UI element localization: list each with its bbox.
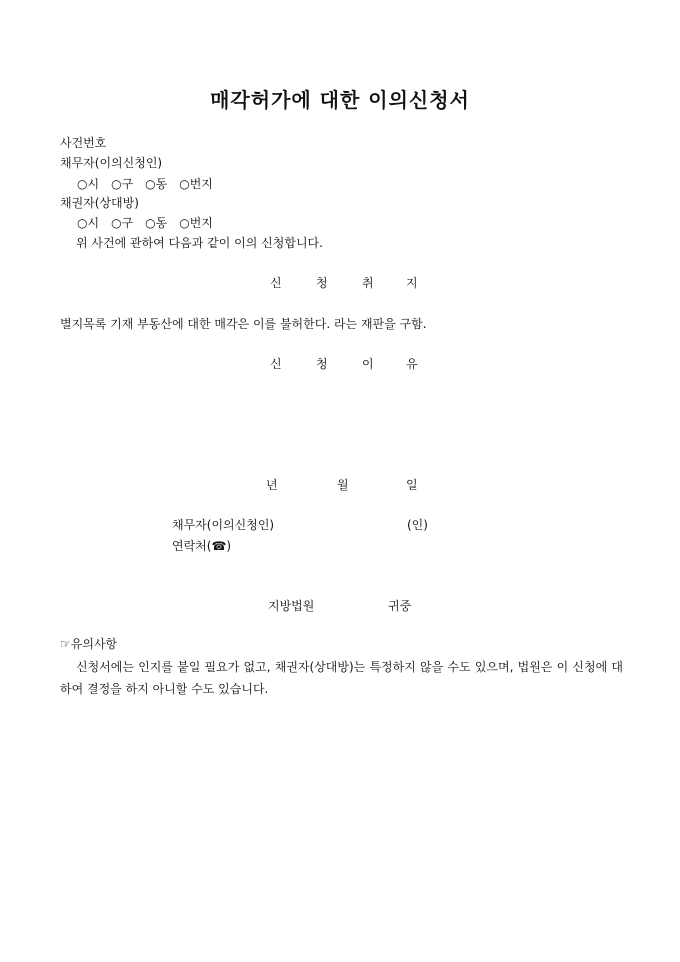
signature-applicant-label: 채무자(이의신청인): [172, 518, 275, 532]
court-name: 지방법원: [268, 599, 315, 613]
debtor-address-city: ○시: [77, 177, 100, 191]
case-number-label: 사건번호: [60, 136, 107, 150]
purpose-heading-char: 신: [270, 276, 282, 290]
signature-seal-label: (인): [407, 518, 428, 532]
creditor-address-city: ○시: [77, 216, 100, 230]
purpose-text: 별지목록 기재 부동산에 대한 매각은 이를 불허한다. 라는 재판을 구함.: [60, 317, 427, 331]
creditor-address-district: ○구: [111, 216, 134, 230]
reason-heading-char: 신: [270, 357, 282, 371]
creditor-address: [77, 215, 225, 231]
signature-contact-label: 연락처(☎): [172, 539, 232, 553]
debtor-address-lot: ○번지: [179, 177, 213, 191]
date-line: [266, 477, 418, 493]
debtor-address-dong: ○동: [145, 177, 168, 191]
date-day-label: 일: [406, 478, 418, 492]
document-title: 매각허가에 대한 이의신청서: [210, 88, 470, 112]
reason-heading: [270, 356, 418, 372]
purpose-heading-char: 청: [316, 276, 328, 290]
notice-heading: ☞유의사항: [60, 637, 118, 651]
notice-text: 신청서에는 인지를 붙일 필요가 없고, 채권자(상대방)는 특정하지 않을 수도 있으며, 법원은 이 신청에 대하여 결정을 하지 아니할 수도 있습니다.: [60, 660, 623, 696]
purpose-heading-char: 취: [362, 276, 374, 290]
intro-sentence: 위 사건에 관하여 다음과 같이 이의 신청합니다.: [76, 236, 323, 250]
reason-heading-char: 유: [406, 357, 418, 371]
court-addressee: 귀중: [388, 599, 412, 613]
reason-heading-char: 청: [316, 357, 328, 371]
date-month-label: 월: [337, 478, 349, 492]
purpose-heading: [270, 275, 418, 291]
creditor-address-dong: ○동: [145, 216, 168, 230]
debtor-label: 채무자(이의신청인): [60, 156, 163, 170]
creditor-address-lot: ○번지: [179, 216, 213, 230]
purpose-heading-char: 지: [406, 276, 418, 290]
debtor-address: [77, 176, 225, 192]
debtor-address-district: ○구: [111, 177, 134, 191]
creditor-label: 채권자(상대방): [60, 196, 139, 210]
notice-body: [60, 656, 623, 700]
reason-heading-char: 이: [362, 357, 374, 371]
date-year-label: 년: [266, 478, 278, 492]
